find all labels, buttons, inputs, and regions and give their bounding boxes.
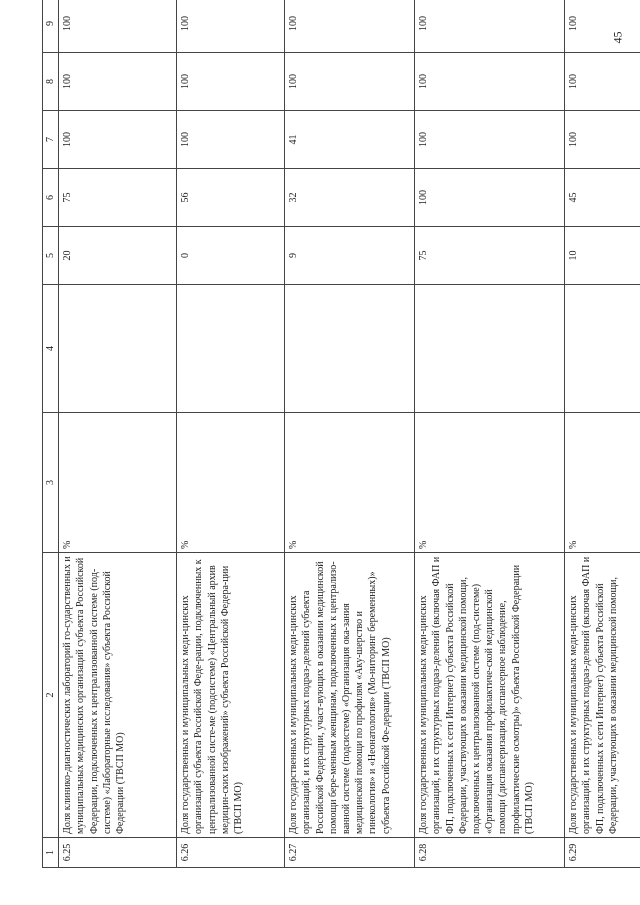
indicator-name-cell: Доля государственных и муниципальных меди-цинских организаций, и их структурных подраз-делений (включая ФАП и ФП, подключенных к сети Интернет) субъекта Российской Федерации, участвующих в оказании медицинской помощи, — [565, 553, 640, 838]
table-row — [285, 0, 415, 868]
value-cell: 41 — [285, 111, 415, 169]
header-cell: 6 — [43, 169, 59, 227]
row-number-cell: 6.27 — [285, 838, 415, 868]
header-cell: 1 — [43, 838, 59, 868]
header-cell: 8 — [43, 53, 59, 111]
indicator-name-cell: Доля клинико-диагностических лабораторий го-сударственных и муниципальных медицинских организаций субъекта Российской Федерации, подключенных к централизованной системе (под-системе) «Лабораторные исследования» субъекта Российской Федерации (ТВСП МО) — [59, 553, 177, 838]
value-cell — [285, 285, 415, 413]
value-cell: 100 — [285, 53, 415, 111]
value-cell: 100 — [59, 111, 177, 169]
table-row — [415, 0, 565, 868]
value-cell: 100 — [415, 169, 565, 227]
value-cell: 100 — [565, 53, 640, 111]
value-cell: 100 — [565, 111, 640, 169]
unit-cell: % — [59, 413, 177, 553]
unit-cell: % — [415, 413, 565, 553]
row-number-cell: 6.26 — [177, 838, 285, 868]
table-row — [565, 0, 640, 868]
value-cell: 100 — [415, 111, 565, 169]
value-cell: 56 — [177, 169, 285, 227]
page-number: 45 — [610, 31, 625, 44]
value-cell: 45 — [565, 169, 640, 227]
value-cell — [177, 285, 285, 413]
value-cell: 32 — [285, 169, 415, 227]
indicators-table — [42, 0, 640, 868]
header-cell: 4 — [43, 285, 59, 413]
header-cell: 9 — [43, 0, 59, 53]
value-cell: 9 — [285, 227, 415, 285]
value-cell: 75 — [415, 227, 565, 285]
value-cell — [415, 285, 565, 413]
unit-cell: % — [565, 413, 640, 553]
indicator-name-cell: Доля государственных и муниципальных меди-цинских организаций субъекта Российской Феде-рации, подключенных к централизованной систе-ме (подсистеме) «Центральный архив медицин-ских изображений» субъекта Российской Федера-ции (ТВСП МО) — [177, 553, 285, 838]
indicator-name-cell: Доля государственных и муниципальных меди-цинских организаций, и их структурных подраз-делений (включая ФАП и ФП, подключенных к сети Интернет) субъекта Российской Федерации, участвующих в оказании медицинской помощи, подключенных к централизованной системе (под-системе) «Организация оказания профилактиче-ской медицинской помощи (диспансеризация, диспансерное наблюдение, профилактические осмотры)» субъекта Российской Федерации (ТВСП МО) — [415, 553, 565, 838]
value-cell: 100 — [285, 0, 415, 53]
value-cell — [565, 285, 640, 413]
value-cell: 100 — [565, 0, 640, 53]
unit-cell: % — [177, 413, 285, 553]
value-cell: 100 — [415, 0, 565, 53]
value-cell: 100 — [415, 53, 565, 111]
value-cell: 100 — [59, 0, 177, 53]
value-cell: 0 — [177, 227, 285, 285]
value-cell: 100 — [59, 53, 177, 111]
header-cell: 3 — [43, 413, 59, 553]
value-cell — [59, 285, 177, 413]
header-row — [43, 0, 59, 868]
table-row — [59, 0, 177, 868]
header-cell: 7 — [43, 111, 59, 169]
header-cell: 2 — [43, 553, 59, 838]
value-cell: 10 — [565, 227, 640, 285]
value-cell: 100 — [177, 0, 285, 53]
value-cell: 100 — [177, 111, 285, 169]
row-number-cell: 6.28 — [415, 838, 565, 868]
rotated-table-container — [42, 16, 619, 868]
header-cell: 5 — [43, 227, 59, 285]
value-cell: 20 — [59, 227, 177, 285]
table-body — [43, 0, 640, 868]
value-cell: 100 — [177, 53, 285, 111]
table-row — [177, 0, 285, 868]
row-number-cell: 6.29 — [565, 838, 640, 868]
unit-cell: % — [285, 413, 415, 553]
row-number-cell: 6.25 — [59, 838, 177, 868]
indicator-name-cell: Доля государственных и муниципальных меди-цинских организаций, и их структурных подраз-делений субъекта Российской Федерации, участ-вующих в оказании медицинской помощи бере-менным женщинам, подключенных к централизо-ванной системе (подсистеме) «Организация ока-зания медицинской помощи по профилям «Аку-шерство и гинекология» и «Неонатология» (Мо-ниторинг беременных)» субъекта Российской Фе-дерации (ТВСП МО) — [285, 553, 415, 838]
value-cell: 75 — [59, 169, 177, 227]
